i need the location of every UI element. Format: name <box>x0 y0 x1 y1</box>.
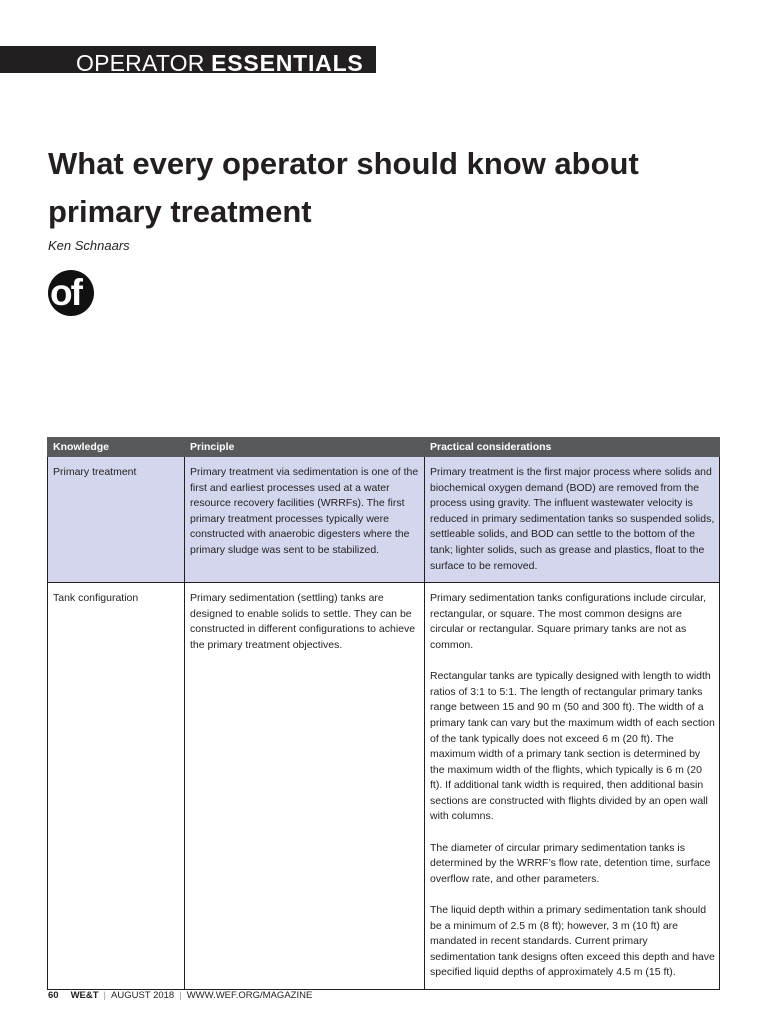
column-header-knowledge: Knowledge <box>48 438 185 457</box>
section-header-band <box>0 46 376 73</box>
publication-name: WE&T <box>70 990 99 1001</box>
consideration-paragraph: The diameter of circular primary sedimentation tanks is determined by the WRRF’s flow rate, detention time, surface overflow rate, and other parameters. <box>430 841 711 885</box>
issue-date: AUGUST 2018 <box>111 990 175 1001</box>
consideration-paragraph: Rectangular tanks are typically designed with length to width ratios of 3:1 to 5:1. The length of rectangular primary tanks range between 15 and 90 m (50 and 300 ft). The width of a primary tank can vary but the maximum width of each section of the tank typically does not exceed 6 m (20 ft). The maximum width of a primary tank section is determined by the maximum width of the flights, which typically is 6 m (20 ft). If additional tank width is required, then additional basin sections are constructed with flights divided by an open wall with columns. <box>430 670 715 823</box>
column-header-principle: Principle <box>185 438 425 457</box>
cell-considerations <box>425 583 720 990</box>
consideration-paragraph: Primary sedimentation tanks configurations include circular, rectangular, or square. The most common designs are circular or rectangular. Square primary tanks are not as common. <box>430 592 707 651</box>
website-url: WWW.WEF.ORG/MAGAZINE <box>186 990 313 1001</box>
cell-knowledge: Primary treatment <box>48 457 185 583</box>
footer-separator: | <box>103 990 107 1001</box>
table-row-tank-configuration <box>48 583 720 990</box>
page-number: 60 <box>48 990 59 1001</box>
section-header-light-text: OPERATOR <box>76 50 212 73</box>
cell-considerations <box>425 457 720 583</box>
article-author: Ken Schnaars <box>48 238 130 253</box>
consideration-paragraph: Primary treatment is the first major process where solids and biochemical oxygen demand (BOD) are removed from the process using gravity. The influent wastewater velocity is reduced in primary sedimentation tanks so suspended solids, settleable solids, and BOD can settle to the bottom of the tank; lighter solids, such as grease and plastics, float to the surface to be removed. <box>430 466 715 572</box>
article-title: What every operator should know about primary treatment <box>48 146 639 229</box>
logo-text: of <box>50 272 81 313</box>
operator-focus-logo-icon <box>48 270 94 316</box>
page-footer <box>48 990 312 1001</box>
cell-principle: Primary sedimentation (settling) tanks are designed to enable solids to settle. They can be constructed in different configurations to achieve the primary treatment objectives. <box>185 583 425 990</box>
table-header-row <box>48 438 720 457</box>
consideration-paragraph: The liquid depth within a primary sedimentation tank should be a minimum of 2.5 m (8 ft); however, 3 m (10 ft) are mandated in recent standards. Current primary sedimentation tank designs often exceed this depth and have specified liquid depths of approximately 4.5 m (15 ft). <box>430 904 715 979</box>
cell-knowledge: Tank configuration <box>48 583 185 990</box>
footer-separator: | <box>179 990 182 1001</box>
table-row-primary-treatment <box>48 457 720 583</box>
section-header-label <box>76 49 364 73</box>
cell-principle: Primary treatment via sedimentation is one of the first and earliest processes used at a water resource recovery facilities (WRRFs). The first primary treatment processes typically were constructed with anaerobic digesters where the primary sludge was sent to be stabilized. <box>185 457 425 583</box>
primary-treatment-table <box>47 437 720 990</box>
section-header-bold-text: ESSENTIALS <box>211 50 364 73</box>
column-header-practical-considerations: Practical considerations <box>425 438 720 457</box>
